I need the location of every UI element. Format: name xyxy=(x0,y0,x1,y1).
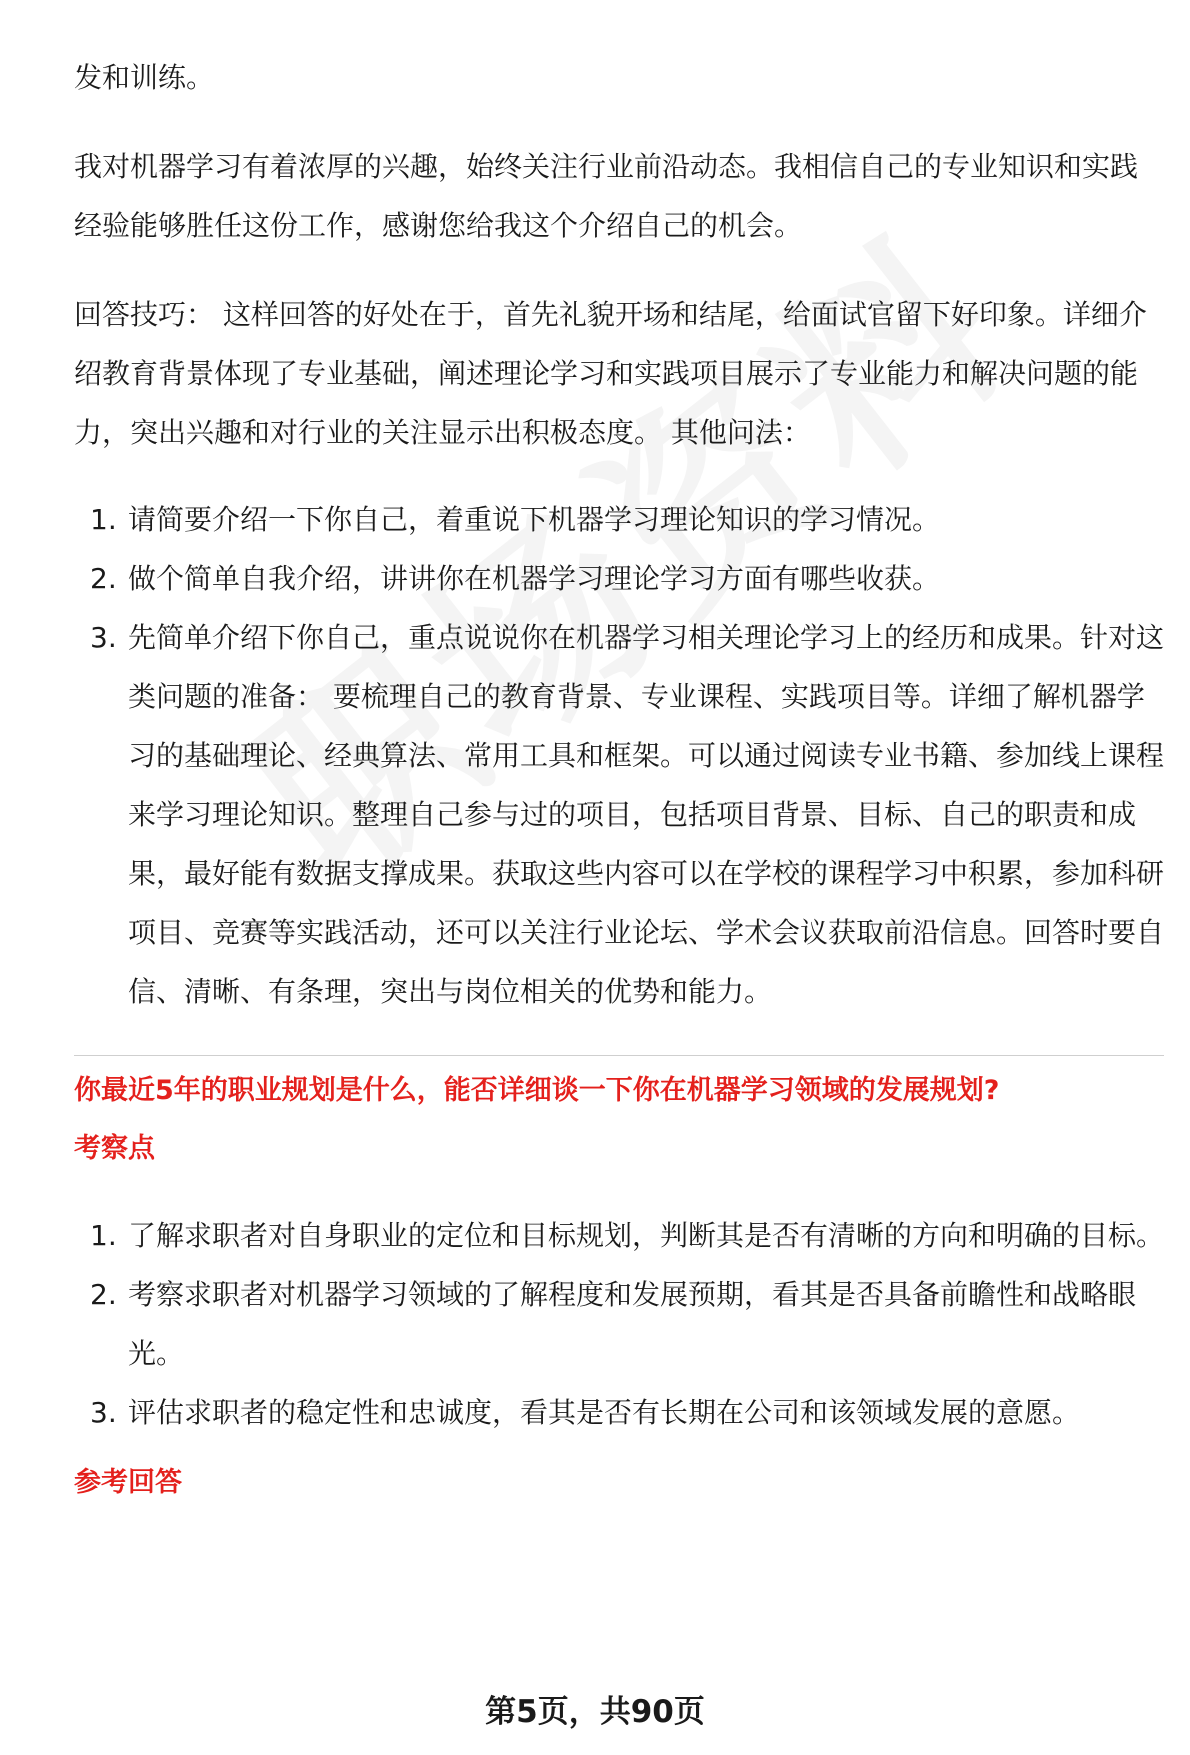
list-item xyxy=(74,549,1164,608)
interest-paragraph: 我对机器学习有着浓厚的兴趣，始终关注行业前沿动态。我相信自己的专业知识和实践经验能够胜任这份工作，感谢您给我这个介绍自己的机会。 xyxy=(74,150,1139,242)
list-number: 1. xyxy=(90,1219,117,1252)
assessment-points-list xyxy=(74,1206,1164,1442)
list-text: 评估求职者的稳定性和忠诚度，看其是否有长期在公司和该领域发展的意愿。 xyxy=(128,1396,1081,1429)
answer-tips-paragraph: 回答技巧： 这样回答的好处在于，首先礼貌开场和结尾，给面试官留下好印象。详细介绍教育背景体现了专业基础，阐述理论学习和实践项目展示了专业能力和解决问题的能力，突出兴趣和对行业的关注显示出积极态度。 其他问法： xyxy=(74,298,1147,449)
list-number: 3. xyxy=(90,621,117,654)
list-item xyxy=(74,490,1164,549)
reference-answer-heading: 参考回答 xyxy=(74,1467,182,1498)
list-item xyxy=(74,608,1164,1021)
list-text: 请简要介绍一下你自己，着重说下机器学习理论知识的学习情况。 xyxy=(128,503,941,536)
list-number: 3. xyxy=(90,1396,117,1429)
list-item xyxy=(74,1206,1164,1265)
assessment-heading: 考察点 xyxy=(74,1133,155,1164)
other-questions-list xyxy=(74,490,1164,1021)
list-item xyxy=(74,1383,1164,1442)
list-text: 先简单介绍下你自己，重点说说你在机器学习相关理论学习上的经历和成果。针对这类问题的准备： 要梳理自己的教育背景、专业课程、实践项目等。详细了解机器学习的基础理论、经典算法、常用工具和框架。可以通过阅读专业书籍、参加线上课程来学习理论知识。整理自己参与过的项目，包括项目背景、目标、自己的职责和成果，最好能有数据支撑成果。获取这些内容可以在学校的课程学习中积累，参加科研项目、竞赛等实践活动，还可以关注行业论坛、学术会议获取前沿信息。回答时要自信、清晰、有条理，突出与岗位相关的优势和能力。 xyxy=(128,621,1165,1008)
section-divider xyxy=(74,1055,1164,1056)
list-text: 做个简单自我介绍，讲讲你在机器学习理论学习方面有哪些收获。 xyxy=(128,562,941,595)
question-title: 你最近5年的职业规划是什么，能否详细谈一下你在机器学习领域的发展规划? xyxy=(74,1075,1000,1106)
intro-tail-text: 发和训练。 xyxy=(74,61,215,94)
list-text: 考察求职者对机器学习领域的了解程度和发展预期，看其是否具备前瞻性和战略眼光。 xyxy=(128,1278,1137,1370)
list-item xyxy=(74,1265,1164,1383)
list-number: 2. xyxy=(90,562,117,595)
list-text: 了解求职者对自身职业的定位和目标规划，判断其是否有清晰的方向和明确的目标。 xyxy=(128,1219,1165,1252)
list-number: 2. xyxy=(90,1278,117,1311)
list-number: 1. xyxy=(90,503,117,536)
page-content xyxy=(74,48,1164,1512)
page-number-footer: 第5页，共90页 xyxy=(485,1694,705,1730)
